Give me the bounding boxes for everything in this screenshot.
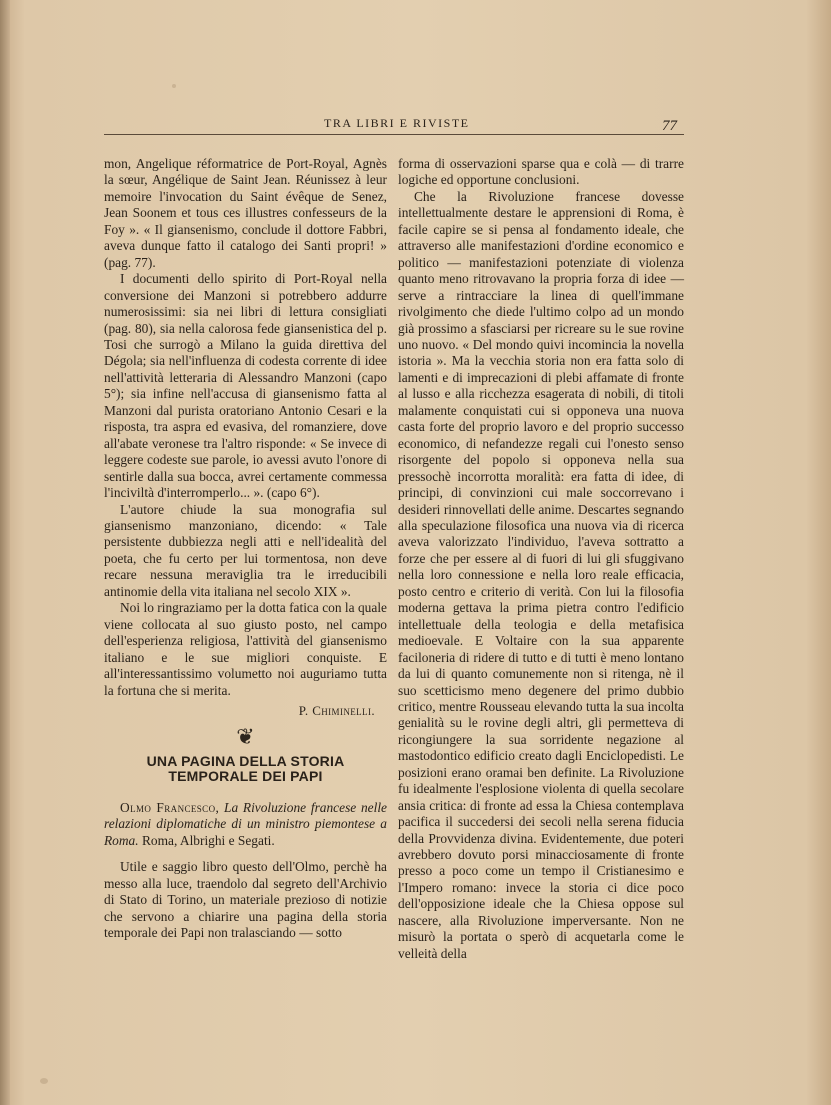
paper-spot bbox=[172, 84, 176, 88]
paragraph: I documenti dello spirito di Port-Royal nella conversione dei Manzoni si potrebbero addurre numerosissimi: sia nei libri di lettura consigliati (pag. 80), sia nella calorosa fede giansenistica del p. Tosi che surrogò a Milano la guida direttiva del Dégola; sia nell'influenza di codesta corrente di idee nell'attività letteraria di Alessandro Manzoni (capo 5°); sia infine nell'accusa di giansenismo fatta al Manzoni dal purista oratoriano Antonio Cesari e la risposta, tra aspra ed evasiva, del romanziere, dove all'abate veronese tra l'altro risponde: « Se invece di leggere codeste sue parole, io avessi avuto l'onore di sentirle dalla sua bocca, avrei certamente commessa l'inciviltà d'interromperlo... ». (capo 6°). bbox=[104, 271, 387, 501]
running-title: TRA LIBRI E RIVISTE bbox=[324, 116, 470, 130]
paragraph: Che la Rivoluzione francese dovesse intellettualmente destare le apprensioni di Roma, è facile capire se si pensa al fondamento ideale, che attraverso alle manifestazioni d'ordine economico e politico — manifestazioni potenziate di violenza quanto meno ritrovavano la propria forza di idee — serve a rintracciare la linea di quell'immane rivolgimento che diede l'ultimo colpo ad un mondo già prossimo a sfasciarsi per ricreare su le sue rovine uno nuovo. « Del mondo quivi incomincia la novella istoria ». Ma la vecchia storia non era fatta solo di lamenti e di imprecazioni di plebi affamate di fronte al lusso e alla ricchezza esagerata di nobili, di titoli malamente conquistati cui si opponeva una nuova casta forte del proprio lavoro e del proprio successo economico, di nefandezze regali cui l'onesto senso risorgente del popolo si opponeva nella sua pressochè incorrotta moralità: era fatta di idee, di principi, di convinzioni cui male soccorrevano i desideri rinnovellati delle anime. Descartes segnando alla speculazione filosofica una nuova via di ricerca aveva valorizzato l'individuo, l'aveva sottratto a forze che per essere al di fuori di lui gli sfuggivano nella loro connessione e nella loro reale efficacia, posto centro e criterio di verità. Con lui la filosofia moderna gettava la prima pietra contro l'edificio intellettuale della teologia e della metafisica medioevale. E Voltaire con la sua apparente faciloneria di ridere di tutto e di tutti è meno lontano da lui di quanto comunemente non si ritenga, nè il suo scetticismo meno degenere del primo dubbio critico, mentre Rousseau elevando tutta la sua incolta genialità su le rovine degli altri, gli permetteva di ricongiungere la sua sorridente negazione al mastodontico edificio creato dagli Enciclopedisti. Le posizioni erano oramai ben definite. La Rivoluzione fu idealmente l'esplosione violenta di quella secolare ansia critica: di fronte ad essa la Chiesa contemplava pacifica il succedersi dei secoli nella serena fiducia della Provvidenza divina. Evidentemente, due poteri avrebbero dovuto porsi minacciosamente di fronte presso a poco come un tempo il Cristianesimo e l'Impero romano: invece la storia ci dice poco dell'opposizione ideale che la Chiesa oppose sul nascere, alla Rivoluzione imperversante. Non ne misurò la portata o sperò di acquetarla come le velleità della bbox=[398, 188, 684, 961]
paragraph: mon, Angelique réformatrice de Port-Royal, Agnès la sœur, Angélique de Saint Jean. Réunissez à leur memoire l'invocation du Saint évêque de Senez, Jean Soonem et tous ces illustres confesseurs de la Foy ». « Il giansenismo, conclude il dottore Fabbri, aveva dunque fatto il catalogo dei Santi propri! » (pag. 77). bbox=[104, 156, 387, 270]
book-title: La Rivoluzione francese nelle relazioni diplomatiche di un ministro piemontese a Roma. bbox=[104, 799, 388, 848]
running-header bbox=[104, 112, 684, 135]
page-number: 77 bbox=[662, 118, 677, 134]
paragraph: Utile e saggio libro questo dell'Olmo, perchè ha messo alla luce, traendolo dal segreto dell'Archivio di Stato di Torino, un materiale prezioso di notizie che servono a chiarire una pagina della storia temporale dei Papi non tralasciando — sotto bbox=[104, 859, 387, 941]
section-title: UNA PAGINA DELLA STORIA TEMPORALE DEI PAPI bbox=[146, 752, 345, 784]
left-column bbox=[104, 156, 387, 941]
book-author: Olmo Francesco, bbox=[120, 799, 220, 815]
book-publisher: Roma, Albrighi e Segati. bbox=[141, 832, 275, 848]
paragraph: forma di osservazioni sparse qua e colà — di trarre logiche ed opportune conclusioni. bbox=[398, 156, 684, 188]
book-spine-edge bbox=[0, 0, 10, 1105]
book-reference bbox=[104, 800, 387, 849]
paragraph: Noi lo ringraziamo per la dotta fatica con la quale viene collocata al suo giusto posto, nel campo dell'esperienza religiosa, l'attività del giansenismo italiano e le sue migliori conquiste. E all'interessantissimo volumetto noi auguriamo tutta la fortuna che si merita. bbox=[104, 600, 387, 698]
paragraph: L'autore chiude la sua monografia sul giansenismo manzoniano, dicendo: « Tale persistente dubbiezza negli atti e nell'idealità del poeta, che fu certo per lui tormentosa, non deve recare nessuna meraviglia tra le irreducibili antinomie della vita italiana nel secolo XIX ». bbox=[104, 501, 387, 599]
right-column bbox=[398, 156, 684, 962]
paper-spot bbox=[40, 1078, 48, 1084]
author-signature: P. Chiminelli. bbox=[298, 702, 375, 718]
leaf-ornament-icon: ❦ bbox=[236, 724, 255, 750]
